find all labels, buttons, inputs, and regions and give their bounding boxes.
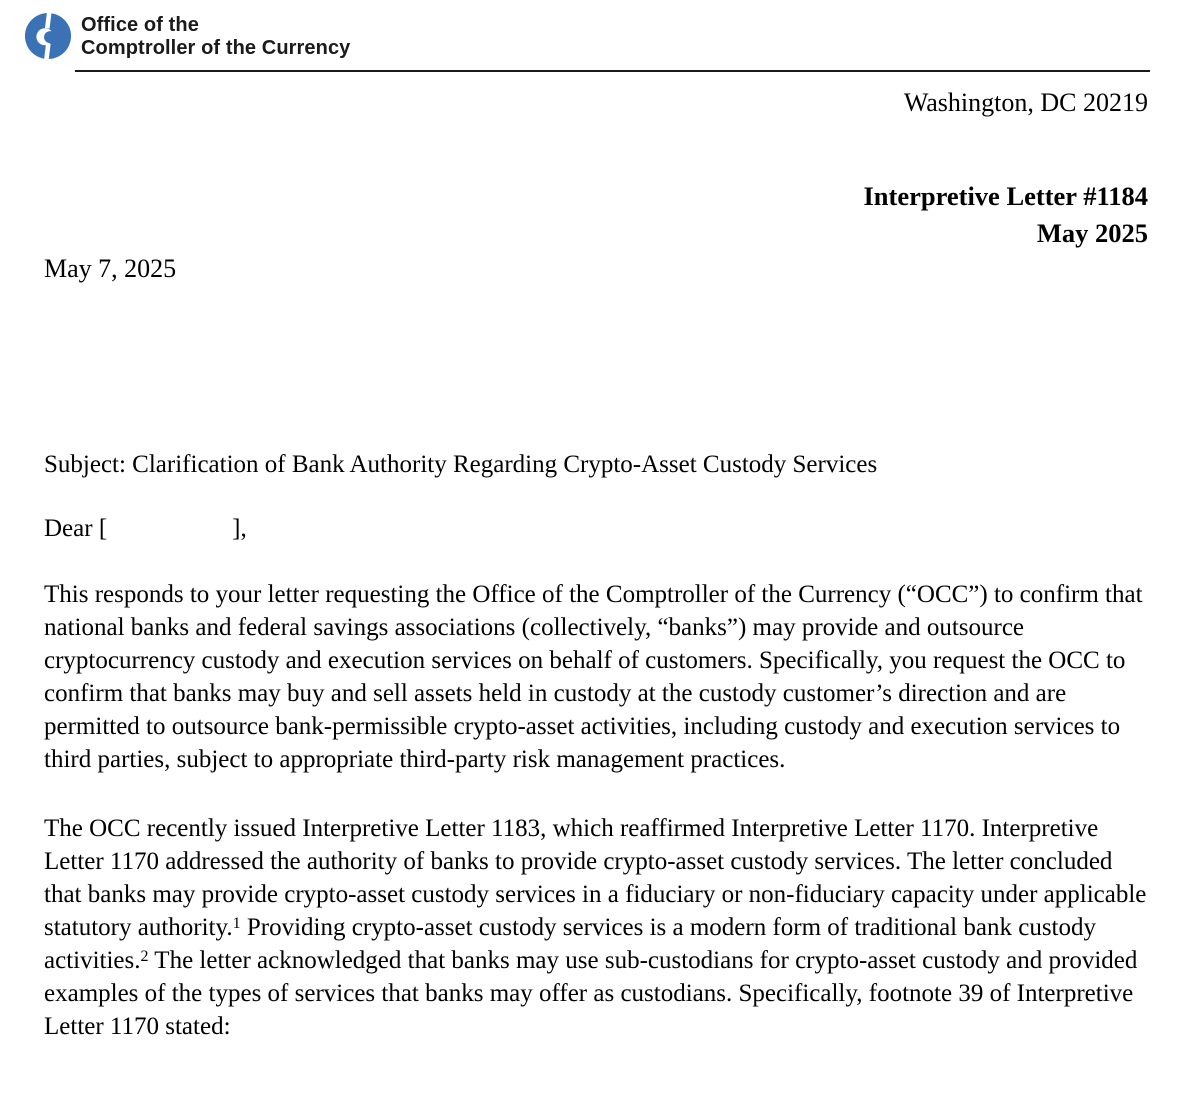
agency-name-line2: Comptroller of the Currency	[81, 37, 351, 59]
agency-name-line1: Office of the	[81, 14, 199, 36]
letter-date: May 7, 2025	[44, 254, 177, 283]
agency-name	[81, 10, 350, 60]
agency-address: Washington, DC 20219	[903, 88, 1148, 117]
paragraph-1: This responds to your letter requesting the Office of the Comptroller of the Currency (“OCC”) to confirm that national banks and federal savings associations (collectively, “banks”) may provide and outsource cryptocurrency custody and execution services on behalf of customers. Specifically, you request the OCC to confirm that banks may buy and sell assets held in custody at the custody customer’s direction and are permitted to outsource bank-permissible crypto-asset activities, including custody and execution services to third parties, subject to appropriate third-party risk management practices.	[44, 581, 1143, 773]
footnote-ref-1: 1	[232, 915, 241, 932]
paragraph-2-part3: The letter acknowledged that banks may use sub-custodians for crypto-asset custody and provided examples of the types of services that banks may offer as custodians. Specifically, footnote 39 of Interpretive Letter 1170 stated:	[44, 947, 1138, 1040]
letter-number: Interpretive Letter #1184	[863, 181, 1148, 211]
letter-month: May 2025	[1036, 218, 1148, 248]
letter-body	[0, 252, 1200, 1043]
subject-line: Subject: Clarification of Bank Authority Regarding Crypto-Asset Custody Services	[44, 451, 878, 478]
salutation-prefix: Dear [	[44, 515, 108, 542]
paragraph-2-part1: The OCC recently issued Interpretive Letter 1183, which reaffirmed Interpretive Letter 1170. Interpretive Letter 1170 addressed the authority of banks to provide crypto-asset custody services. The letter concluded that banks may provide crypto-asset custody services in a fiduciary or non-fiduciary capacity under applicable statutory authority.	[44, 815, 1147, 941]
header-rule	[75, 70, 1150, 72]
paragraph-2-part2: Providing crypto-asset custody services is a modern form of traditional bank custody activities.	[44, 914, 1096, 974]
paragraph-2	[44, 812, 1154, 1043]
occ-logo-icon	[24, 10, 72, 62]
letter-reference	[0, 178, 1200, 252]
salutation	[44, 512, 1154, 545]
letterhead	[0, 0, 1200, 62]
salutation-suffix: ],	[232, 515, 247, 542]
footnote-ref-2: 2	[140, 948, 149, 965]
